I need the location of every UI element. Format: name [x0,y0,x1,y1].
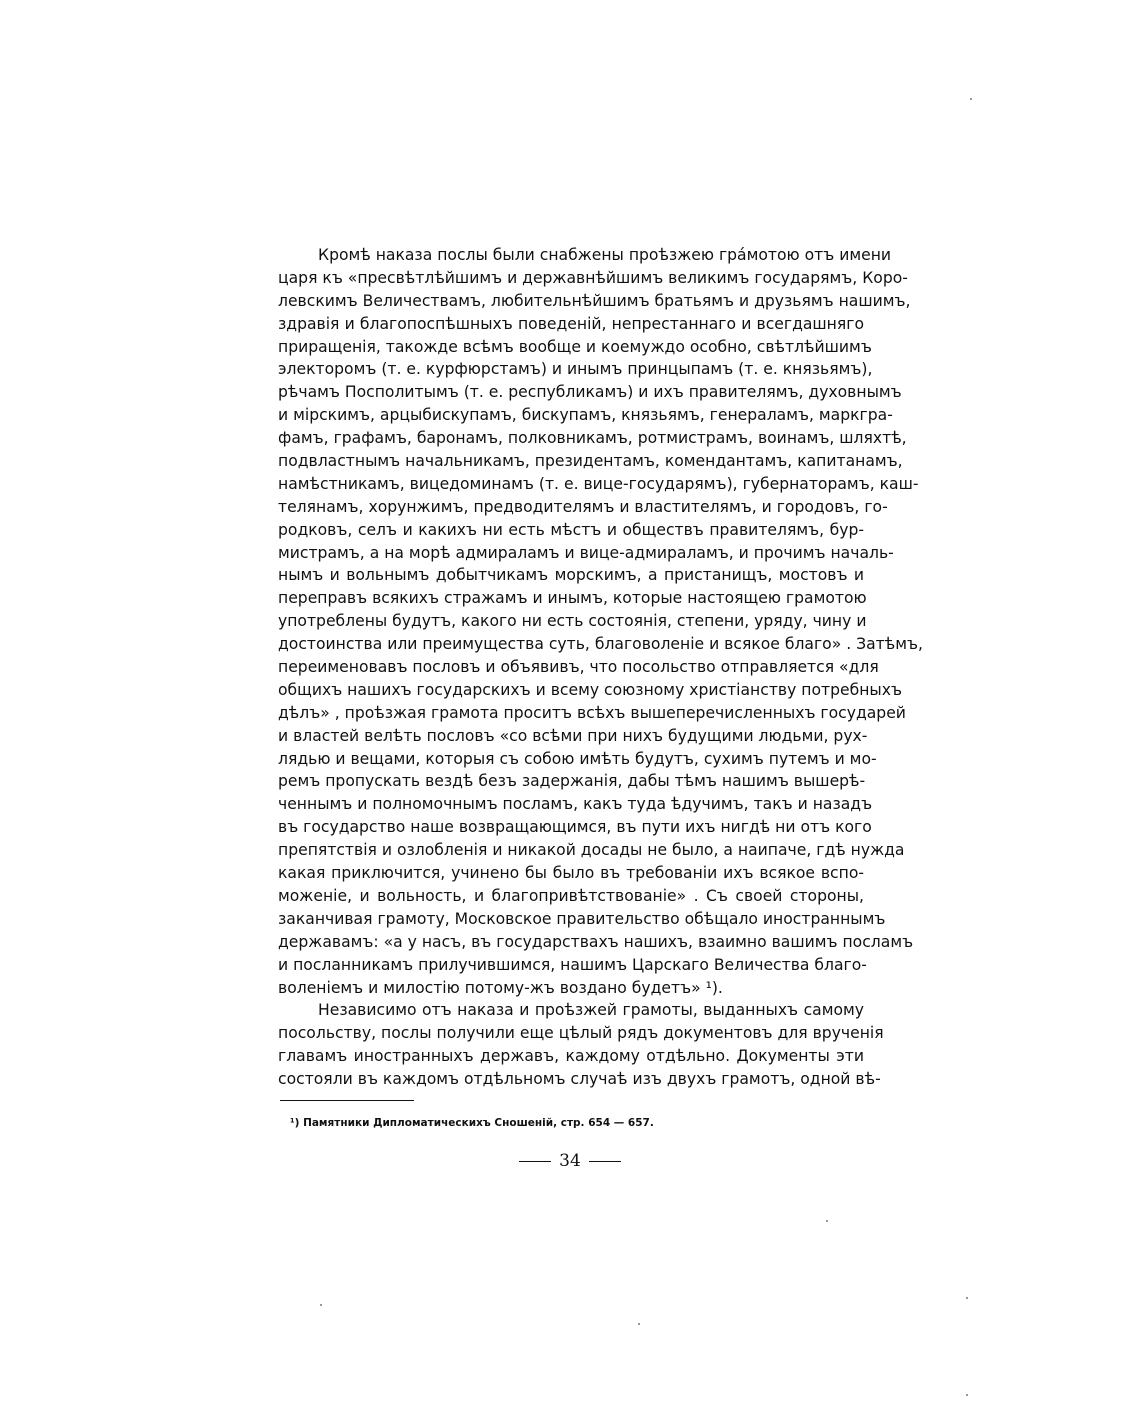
text-line: состояли въ каждомъ отдѣльномъ случаѣ изъ двухъ грамотъ, одной вѣ- [278,1070,881,1089]
text-line: посольству, послы получили еще цѣлый рядъ документовъ для врученія [278,1024,884,1043]
page-number-dash-right [589,1161,621,1162]
text-line: намѣстникамъ, вицедоминамъ (т. е. вице-государямъ), губернаторамъ, каш- [278,474,919,493]
text-line: ремъ пропускать вездѣ безъ задержанія, дабы тѣмъ нашимъ вышерѣ- [278,772,866,791]
text-line: и посланникамъ прилучившимся, нашимъ Царскаго Величества благо- [278,955,867,974]
text-line: въ государство наше возвращающимся, въ пути ихъ нигдѣ ни отъ кого [278,818,872,837]
text-line: достоинства или преимущества суть, благоволеніе и всякое благо» . Затѣмъ, [278,635,923,654]
text-line: переименовавъ пословъ и объявивъ, что посольство отправляется «для [278,658,879,677]
text-line: державамъ: «а у насъ, въ государствахъ нашихъ, взаимно вашимъ посламъ [278,932,914,951]
scan-speck [638,1323,640,1325]
text-line: препятствія и озлобленія и никакой досады не было, а наипаче, гдѣ нужда [278,841,905,860]
scan-speck [320,1304,322,1306]
text-line: лядью и вещами, которыя съ собою имѣть будутъ, сухимъ путемъ и мо- [278,749,877,768]
text-line: дѣлъ» , проѣзжая грамота проситъ всѣхъ вышеперечисленныхъ государей [278,703,906,722]
footnote-text: Памятники Дипломатическихъ Сношеній, стр. 654 — 657. [303,1117,654,1129]
text-line: телянамъ, хорунжимъ, предводителямъ и властителямъ, и городовъ, го- [278,497,888,516]
footnote [290,1117,654,1129]
scan-speck [826,1220,828,1222]
text-line: родковъ, селъ и какихъ ни есть мѣстъ и обществъ правителямъ, бур- [278,520,864,539]
text-line: и властей велѣть пословъ «со всѣми при нихъ будущими людьми, рух- [278,726,868,745]
text-line: ченнымъ и полномочнымъ посламъ, какъ туда ѣдучимъ, такъ и назадъ [278,795,873,814]
text-line: электоромъ (т. е. курфюрстамъ) и инымъ принцыпамъ (т. е. князьямъ), [278,360,873,379]
text-line: нымъ и вольнымъ добытчикамъ морскимъ, а пристанищъ, мостовъ и [278,566,864,585]
text-line: Независимо отъ наказа и проѣзжей грамоты, выданныхъ самому [318,1001,864,1020]
footnote-marker: ¹) [290,1117,300,1129]
text-line: общихъ нашихъ государскихъ и всему союзному христіанству потребныхъ [278,680,902,699]
text-line: рѣчамъ Посполитымъ (т. е. республикамъ) и ихъ правителямъ, духовнымъ [278,383,902,402]
body-text [278,244,923,1091]
text-line: переправъ всякихъ стражамъ и инымъ, которые настоящею грамотою [278,589,867,608]
scan-speck [966,1297,968,1299]
footnote-rule [280,1100,414,1101]
text-line: воленіемъ и милостію потому-жъ воздано будетъ» ¹). [278,978,723,997]
text-line: подвластнымъ начальникамъ, президентамъ, комендантамъ, капитанамъ, [278,452,903,471]
scan-speck [970,98,972,100]
text-line: приращенія, такожде всѣмъ вообще и коемуждо особно, свѣтлѣйшимъ [278,337,872,356]
page-number [511,1149,629,1173]
text-line: и мірскимъ, арцыбискупамъ, бискупамъ, князьямъ, генераламъ, маркгра- [278,406,893,425]
scan-speck [966,1394,968,1396]
page-number-dash-left [519,1161,551,1162]
text-line: левскимъ Величествамъ, любительнѣйшимъ братьямъ и друзьямъ нашимъ, [278,291,911,310]
text-line: моженіе, и вольность, и благопривѣтствованіе» . Съ своей стороны, [278,886,864,905]
text-line: главамъ иностранныхъ державъ, каждому отдѣльно. Документы эти [278,1047,864,1066]
text-line: мистрамъ, а на морѣ адмираламъ и вице-адмираламъ, и прочимъ началь- [278,543,894,562]
text-line: фамъ, графамъ, баронамъ, полковникамъ, ротмистрамъ, воинамъ, шляхтѣ, [278,429,907,448]
text-line: заканчивая грамоту, Московское правительство обѣщало иностраннымъ [278,909,886,928]
text-line: Кромѣ наказа послы были снабжены проѣзжею гра́мотою отъ имени [318,246,892,264]
page-number-value: 34 [559,1151,581,1171]
text-line: какая приключится, учинено бы было въ требованіи ихъ всякое вспо- [278,864,864,883]
text-line: употреблены будутъ, какого ни есть состоянія, степени, уряду, чину и [278,612,867,631]
text-line: здравія и благопоспѣшныхъ поведеній, непрестаннаго и всегдашняго [278,314,864,333]
text-line: царя къ «пресвѣтлѣйшимъ и державнѣйшимъ великимъ государямъ, Коро- [278,268,908,287]
